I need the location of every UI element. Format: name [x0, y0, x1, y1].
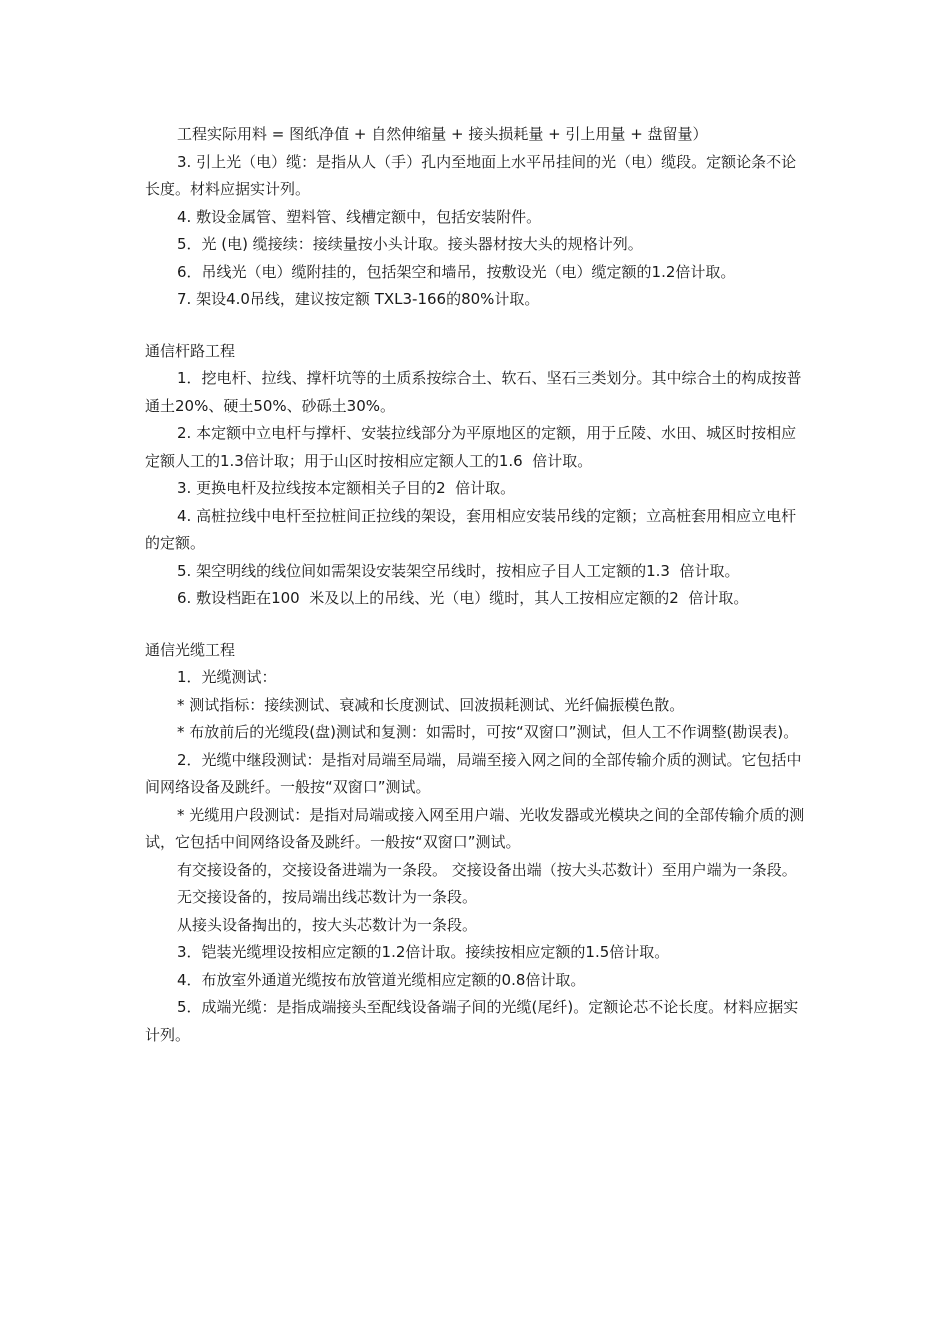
- paragraph: 1．挖电杆、拉线、撑杆坑等的土质系按综合土、软石、坚石三类划分。其中综合土的构成按普通土20%、硬土50%、砂砾土30%。: [145, 369, 802, 415]
- paragraph: 无交接设备的，按局端出线芯数计为一条段。: [177, 888, 478, 906]
- paragraph: 5．光 (电) 缆接续：接续量按小头计取。接头器材按大头的规格计列。: [177, 235, 643, 253]
- paragraph: 4．布放室外通道光缆按布放管道光缆相应定额的0.8倍计取。: [177, 970, 586, 989]
- paragraph: 3. 更换电杆及拉线按本定额相关子目的2 倍计取。: [177, 479, 516, 497]
- spacer: [145, 613, 807, 637]
- paragraph: * 测试指标：接续测试、衰减和长度测试、回波损耗测试、光纤偏振模色散。: [177, 695, 685, 714]
- section-optical-cable-notes: [145, 121, 807, 314]
- section-optical-cable-works: [145, 637, 807, 1050]
- paragraph: * 布放前后的光缆段(盘)测试和复测：如需时，可按“双窗口”测试，但人工不作调整(勘误表)。: [177, 723, 799, 741]
- paragraph: 1．光缆测试：: [177, 668, 277, 686]
- paragraph: 2．光缆中继段测试：是指对局端至局端，局端至接入网之间的全部传输介质的测试。它包括中间网络设备及跳纤。一般按“双窗口”测试。: [145, 750, 802, 796]
- document-page: [145, 121, 807, 1049]
- paragraph: 3. 引上光（电）缆：是指从人（手）孔内至地面上水平吊挂间的光（电）缆段。定额论条不论长度。材料应据实计列。: [145, 152, 797, 198]
- spacer: [145, 314, 807, 338]
- paragraph: 7. 架设4.0吊线，建议按定额 TXL3-166的80%计取。: [177, 290, 540, 308]
- section-heading: 通信杆路工程: [145, 341, 236, 360]
- paragraph: 3．铠装光缆埋设按相应定额的1.2倍计取。接续按相应定额的1.5倍计取。: [177, 943, 670, 961]
- paragraph: 2. 本定额中立电杆与撑杆、安装拉线部分为平原地区的定额，用于丘陵、水田、城区时按相应定额人工的1.3倍计取；用于山区时按相应定额人工的1.6 倍计取。: [145, 424, 797, 470]
- paragraph: 6. 敷设档距在100 米及以上的吊线、光（电）缆时，其人工按相应定额的2 倍计取。: [177, 589, 749, 607]
- paragraph: 5. 架空明线的线位间如需架设安装架空吊线时，按相应子目人工定额的1.3 倍计取。: [177, 561, 740, 580]
- paragraph: 工程实际用料 = 图纸净值 + 自然伸缩量 + 接头损耗量 + 引上用量 + 盘留量）: [177, 125, 708, 143]
- section-heading: 通信光缆工程: [145, 640, 236, 659]
- section-pole-line-works: [145, 338, 807, 613]
- paragraph: * 光缆用户段测试：是指对局端或接入网至用户端、光收发器或光模块之间的全部传输介质的测试，它包括中间网络设备及跳纤。一般按“双窗口”测试。: [145, 805, 805, 851]
- paragraph: 5．成端光缆：是指成端接头至配线设备端子间的光缆(尾纤)。定额论芯不论长度。材料应据实计列。: [145, 998, 799, 1044]
- paragraph: 4. 敷设金属管、塑料管、线槽定额中，包括安装附件。: [177, 207, 542, 226]
- paragraph: 从接头设备掏出的，按大头芯数计为一条段。: [177, 915, 478, 934]
- paragraph: 有交接设备的，交接设备进端为一条段。 交接设备出端（按大头芯数计）至用户端为一条段。: [177, 860, 797, 879]
- paragraph: 4. 高桩拉线中电杆至拉桩间正拉线的架设，套用相应安装吊线的定额；立高桩套用相应立电杆的定额。: [145, 506, 797, 552]
- paragraph: 6．吊线光（电）缆附挂的，包括架空和墙吊，按敷设光（电）缆定额的1.2倍计取。: [177, 262, 736, 281]
